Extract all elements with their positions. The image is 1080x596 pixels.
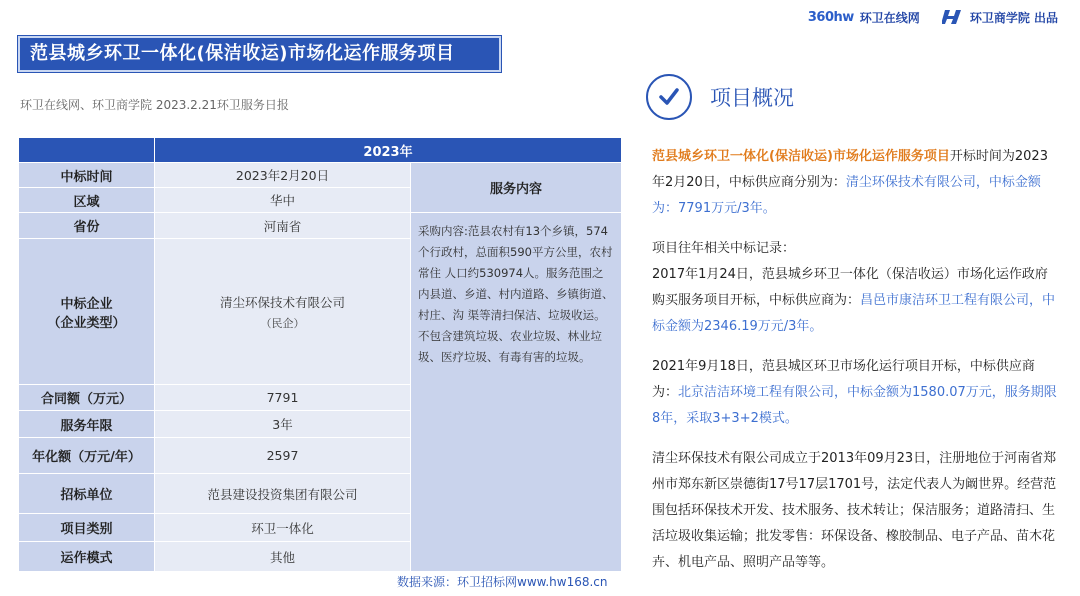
row-value: 清尘环保技术有限公司 <box>219 294 345 310</box>
header-year: 2023年 <box>155 138 622 163</box>
logo-360hw-icon: 360hw <box>807 9 854 25</box>
winner-highlight: 昌邑市康洁环卫工程有限公司，中标金额为2346.19万元/3年。 <box>652 293 1056 334</box>
paragraph-summary <box>652 144 1060 222</box>
winner-highlight: 北京洁洁环境工程有限公司，中标金额为1580.07万元，服务期限 8年，采取3+3+2模式。 <box>652 385 1057 426</box>
logo-h-icon <box>942 8 964 26</box>
row-value: 范县建设投资集团有限公司 <box>155 474 411 514</box>
brand-site-name: 环卫在线网 <box>859 10 920 25</box>
overview-title: 项目概况 <box>710 86 794 110</box>
row-label-sub: （企业类型） <box>47 315 126 331</box>
row-value: 7791 <box>155 385 411 411</box>
row-value: 3年 <box>155 411 411 438</box>
brand-bar <box>808 8 1058 26</box>
history-heading: 项目往年相关中标记录： <box>652 241 796 256</box>
brand-school <box>942 8 1058 26</box>
checkmark-icon <box>646 74 692 120</box>
overview-heading <box>646 74 794 120</box>
row-label: 合同额（万元） <box>19 385 155 411</box>
text: 2017年1月24日，范县城乡环卫一体化（保洁收运）市场化运作政府购买服务项目开标，中标供应商为： <box>652 267 1048 308</box>
data-source-note: 数据来源：环卫招标网www.hw168.cn <box>397 575 608 589</box>
row-label: 服务年限 <box>19 411 155 438</box>
row-label: 中标企业 <box>60 296 113 312</box>
row-value: 2023年2月20日 <box>155 163 411 188</box>
row-label: 项目类别 <box>19 514 155 542</box>
paragraph-company: 清尘环保技术有限公司成立于2013年09月23日，注册地位于河南省郑州市郑东新区崇德街17号17层1701号，法定代表人为阚世界。经营范围包括环保技术开发、技术服务、技术转让；保洁服务；道路清扫、生活垃圾收集运输；批发零售：环保设备、橡胶制品、电子产品、苗木花卉、机电产品、照明产品等等。 <box>652 451 1057 570</box>
project-name-highlight: 范县城乡环卫一体化(保洁收运)市场化运作服务项目 <box>652 149 950 164</box>
row-label: 省份 <box>19 213 155 239</box>
row-label: 运作模式 <box>19 542 155 572</box>
row-value: 河南省 <box>155 213 411 239</box>
brand-school-name: 环卫商学院 出品 <box>969 10 1058 25</box>
row-label: 区域 <box>19 188 155 213</box>
header-blank-cell <box>19 138 155 163</box>
row-label: 招标单位 <box>19 474 155 514</box>
row-label: 年化额（万元/年） <box>19 438 155 474</box>
table-row <box>19 213 622 239</box>
paragraph-history <box>652 236 1060 340</box>
paragraph-history-2021 <box>652 354 1060 432</box>
overview-article <box>652 144 1060 590</box>
row-value: 环卫一体化 <box>155 514 411 542</box>
row-value-company <box>155 239 411 385</box>
row-label: 中标时间 <box>19 163 155 188</box>
row-value: 2597 <box>155 438 411 474</box>
service-content: 采购内容:范县农村有13个乡镇，574个行政村，总面积590平方公里，农村常住 人口约530974人。服务范围之内县道、乡道、村内道路、乡镇街道、村庄、沟 渠等清扫保洁、垃圾收运。不包含建筑垃圾、农业垃圾、林业垃圾、医疗垃圾、有毒有害的垃圾。 <box>411 213 622 572</box>
text: 开标时间为2023年2月20日，中标供应商分别为： <box>652 149 1048 190</box>
source-line: 环卫在线网、环卫商学院 2023.2.21环卫服务日报 <box>20 98 289 112</box>
text: 2021年9月18日，范县城区环卫市场化运行项目开标，中标供应商为： <box>652 359 1035 400</box>
brand-360hw <box>808 9 920 26</box>
page-title: 范县城乡环卫一体化(保洁收运)市场化运作服务项目 <box>18 36 501 72</box>
row-value: 华中 <box>155 188 411 213</box>
row-label-company <box>19 239 155 385</box>
project-info-table <box>18 137 622 572</box>
table-header-row <box>19 138 622 163</box>
winner-highlight: 清尘环保技术有限公司，中标金额为：7791万元/3年。 <box>652 175 1041 216</box>
table-row <box>19 163 622 188</box>
row-value-sub: （民企） <box>260 316 305 330</box>
row-value: 其他 <box>155 542 411 572</box>
service-header: 服务内容 <box>411 163 622 213</box>
